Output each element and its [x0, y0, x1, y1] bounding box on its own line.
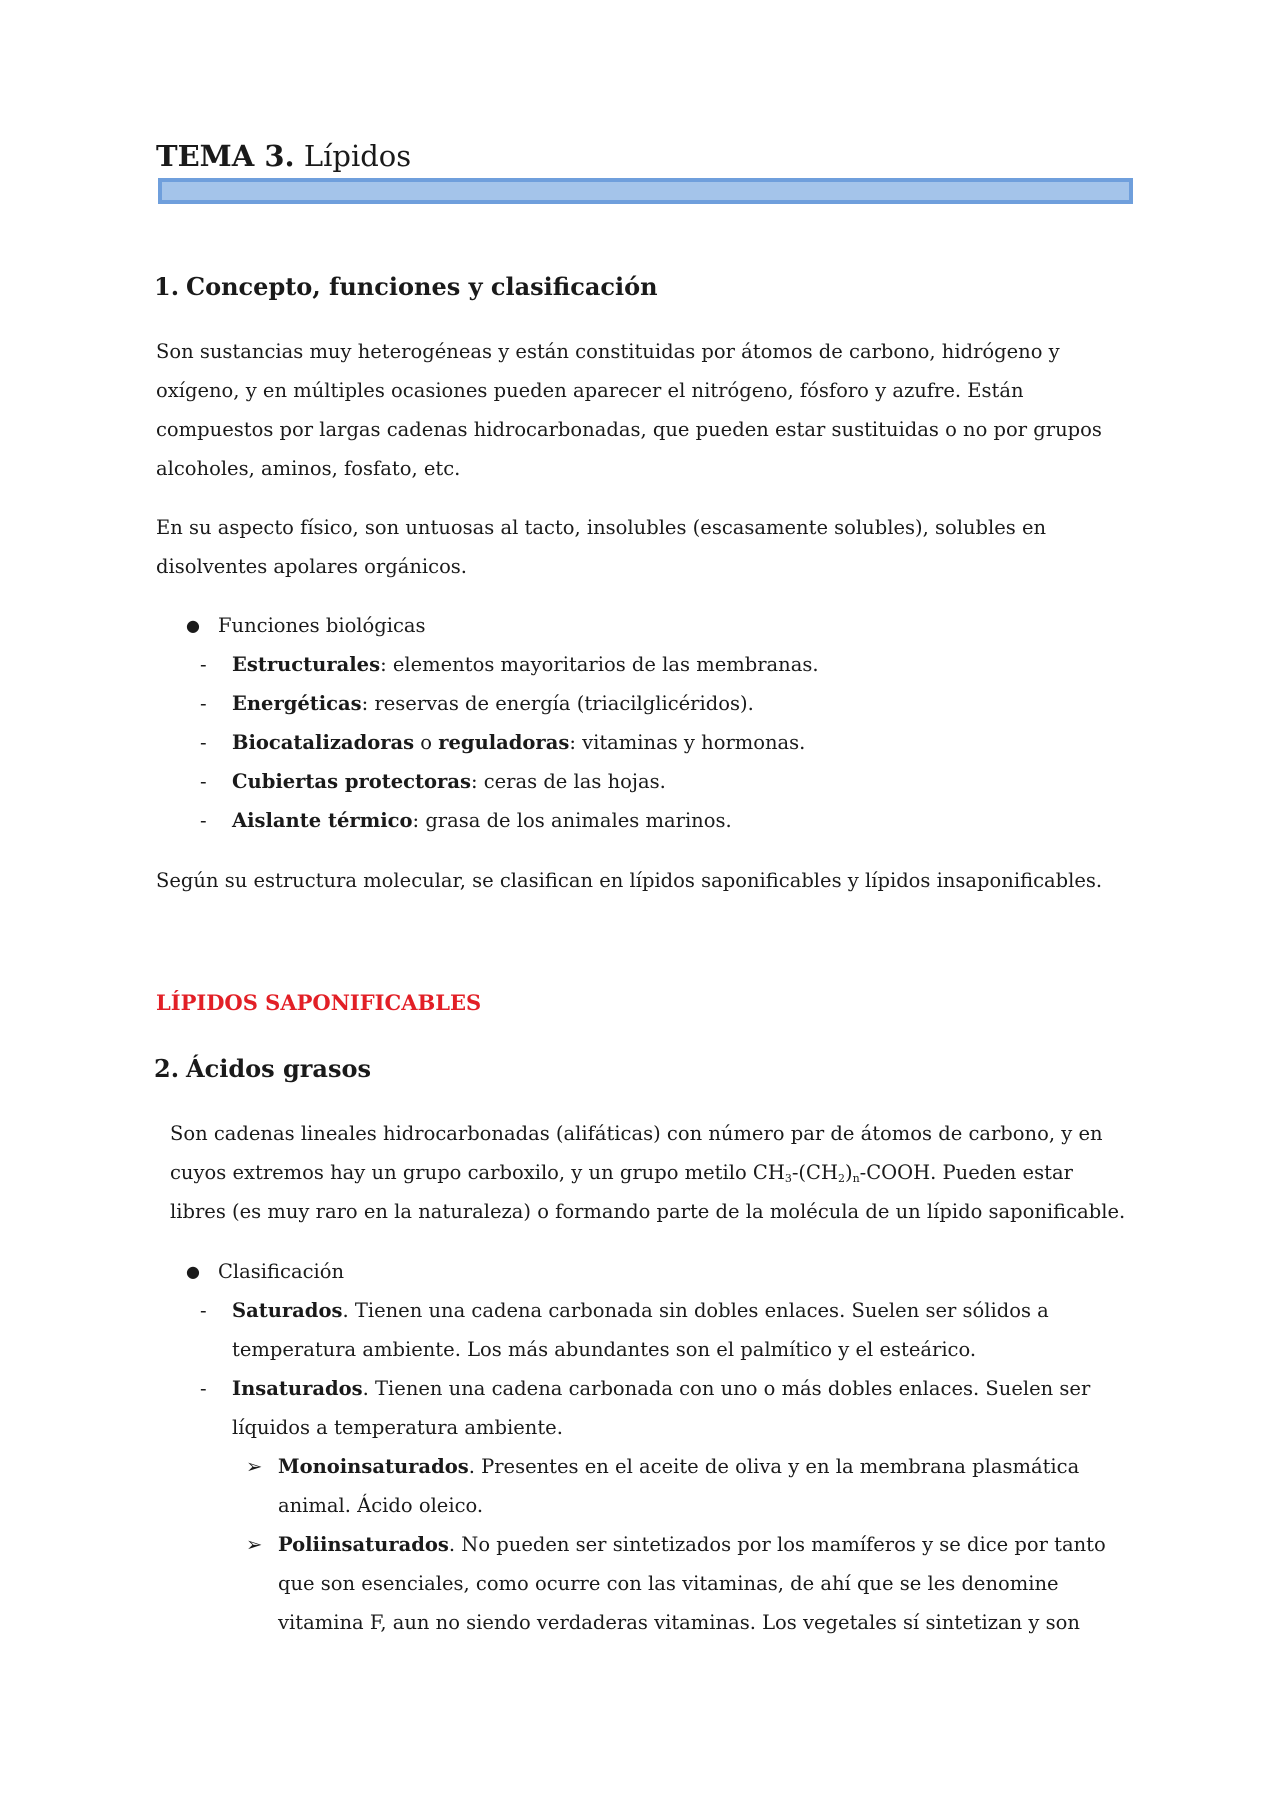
title-bold: TEMA 3. — [156, 139, 295, 173]
definition: : ceras de las hojas. — [470, 770, 666, 793]
paragraph-concept — [156, 332, 1156, 488]
text-line: oxígeno, y en múltiples ocasiones pueden aparecer el nitrógeno, fósforo y azufre. Están — [156, 379, 1024, 402]
text-fragment: -COOH. Pueden estar — [859, 1161, 1073, 1184]
list-item-continuation: líquidos a temperatura ambiente. — [232, 1416, 563, 1439]
subscript: 3 — [784, 1172, 792, 1185]
list-item — [232, 1369, 1090, 1408]
definition: : grasa de los animales marinos. — [412, 809, 732, 832]
paragraph-fatty-acids — [170, 1114, 1170, 1231]
definition: . Presentes en el aceite de oliva y en la membrana plasmática — [468, 1455, 1080, 1478]
text-fragment: -(CH — [791, 1161, 838, 1184]
text-line: Según su estructura molecular, se clasifican en lípidos saponificables y lípidos insaponificables. — [156, 869, 1103, 892]
list-item — [232, 645, 819, 684]
list-item-continuation: vitamina F, aun no siendo verdaderas vitaminas. Los vegetales sí sintetizan y son — [278, 1611, 1080, 1634]
bullet-marker: ● — [186, 616, 200, 635]
definition: . Tienen una cadena carbonada sin dobles enlaces. Suelen ser sólidos a — [342, 1299, 1049, 1322]
dash-marker: - — [200, 692, 207, 715]
dash-marker: - — [200, 731, 207, 754]
term: Insaturados — [232, 1377, 363, 1400]
category-heading: LÍPIDOS SAPONIFICABLES — [156, 990, 482, 1015]
text-fragment: cuyos extremos hay un grupo carboxilo, y un grupo metilo CH — [170, 1161, 785, 1184]
list-item — [232, 723, 805, 762]
section-title: Ácidos grasos — [186, 1054, 372, 1083]
definition: : elementos mayoritarios de las membranas. — [380, 653, 819, 676]
list-item — [232, 801, 732, 840]
term: Saturados — [232, 1299, 343, 1322]
term: Monoinsaturados — [278, 1455, 469, 1478]
term: Biocatalizadoras — [232, 731, 415, 754]
list-item-functions: Funciones biológicas — [218, 614, 426, 637]
term: Aislante térmico — [232, 809, 413, 832]
text-line: disolventes apolares orgánicos. — [156, 555, 468, 578]
term: Estructurales — [232, 653, 381, 676]
title-rest: Lípidos — [294, 139, 412, 173]
dash-marker: - — [200, 809, 207, 832]
dash-marker: - — [200, 770, 207, 793]
term: Energéticas — [232, 692, 362, 715]
text-line: compuestos por largas cadenas hidrocarbonadas, que pueden estar sustituidas o no por grupos — [156, 418, 1102, 441]
text-line: libres (es muy raro en la naturaleza) o formando parte de la molécula de un lípido saponificable. — [170, 1200, 1126, 1223]
list-item — [232, 762, 666, 801]
list-item — [232, 1291, 1049, 1330]
list-item-continuation: que son esenciales, como ocurre con las vitaminas, de ahí que se les denomine — [278, 1572, 1059, 1595]
text-line: Son cadenas lineales hidrocarbonadas (alifáticas) con número par de átomos de carbono, y en — [170, 1122, 1103, 1145]
arrow-marker: ➢ — [246, 1533, 263, 1556]
section-number: 2. — [154, 1054, 180, 1083]
title-underline-bar — [158, 178, 1133, 204]
bullet-marker: ● — [186, 1262, 200, 1281]
text-line: En su aspecto físico, son untuosas al tacto, insolubles (escasamente solubles), solubles en — [156, 516, 1047, 539]
list-item-continuation: animal. Ácido oleico. — [278, 1494, 484, 1517]
list-item — [278, 1447, 1079, 1486]
page-title — [156, 136, 411, 176]
subscript: 2 — [837, 1172, 845, 1185]
term: Cubiertas protectoras — [232, 770, 471, 793]
definition: : vitaminas y hormonas. — [569, 731, 806, 754]
dash-marker: - — [200, 653, 207, 676]
section-number: 1. — [154, 272, 180, 301]
section-title: Concepto, funciones y clasificación — [186, 272, 658, 301]
list-item — [232, 684, 754, 723]
definition: . No pueden ser sintetizados por los mamíferos y se dice por tanto — [448, 1533, 1106, 1556]
connector: o — [414, 731, 439, 754]
text-line: Son sustancias muy heterogéneas y están constituidas por átomos de carbono, hidrógeno y — [156, 340, 1060, 363]
section-2-heading — [154, 1052, 371, 1086]
list-item-continuation: temperatura ambiente. Los más abundantes son el palmítico y el esteárico. — [232, 1338, 977, 1361]
paragraph-classification — [156, 861, 1156, 900]
definition: : reservas de energía (triacilglicéridos). — [361, 692, 754, 715]
text-line-formula — [170, 1153, 1170, 1192]
dash-marker: - — [200, 1377, 207, 1400]
subscript: n — [852, 1172, 860, 1185]
list-item — [278, 1525, 1106, 1564]
text-line: alcoholes, aminos, fosfato, etc. — [156, 457, 461, 480]
list-item-classification: Clasificación — [218, 1260, 345, 1283]
section-1-heading — [154, 270, 658, 304]
arrow-marker: ➢ — [246, 1455, 263, 1478]
term: reguladoras — [438, 731, 570, 754]
paragraph-physical — [156, 508, 1156, 586]
definition: . Tienen una cadena carbonada con uno o más dobles enlaces. Suelen ser — [362, 1377, 1091, 1400]
dash-marker: - — [200, 1299, 207, 1322]
term: Poliinsaturados — [278, 1533, 449, 1556]
text-fragment: ) — [844, 1161, 853, 1184]
